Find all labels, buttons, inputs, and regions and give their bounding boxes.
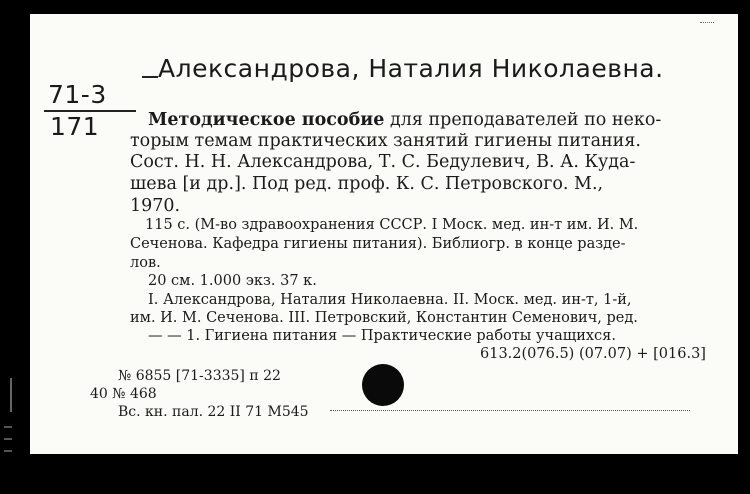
description-line-2: Сеченова. Кафедра гигиены питания). Библиогр. в конце разде-: [130, 236, 626, 252]
card-number-line: № 6855 [71-3335] п 22: [118, 368, 281, 384]
left-edge-tick-2: [4, 438, 12, 440]
title-line-3: Сост. Н. Н. Александрова, Т. С. Бедулевич, В. А. Куда-: [130, 152, 636, 172]
title-line-2: торым темам практических занятий гигиены питания.: [130, 131, 641, 151]
title-line-4: шева [и др.]. Под ред. проф. К. С. Петровского. М.,: [130, 174, 604, 194]
description-line-1: 115 с. (М-во здравоохранения СССР. I Моск. мед. ин-т им. И. М.: [145, 217, 639, 233]
classification-number: 613.2(076.5) (07.07) + [016.3]: [480, 346, 706, 362]
ink-stamp-mark: [362, 364, 404, 406]
description-line-3: лов.: [130, 255, 161, 271]
description-line-4: 20 см. 1.000 экз. 37 к.: [148, 273, 317, 289]
copies-line: 40 № 468: [90, 386, 157, 402]
title-bold-text: Методическое пособие: [148, 110, 385, 130]
handwritten-author-name: Александрова, Наталия Николаевна.: [158, 54, 664, 83]
book-chamber-line: Вс. кн. пал. 22 II 71 М545: [118, 404, 309, 420]
shelf-mark-bottom: 171: [50, 112, 100, 141]
left-edge-tick-1: [4, 426, 12, 428]
bottom-dotted-rule: [330, 410, 690, 412]
title-line-1: [148, 110, 661, 130]
name-dash: [142, 76, 158, 78]
entries-line-3: — — 1. Гигиена питания — Практические работы учащихся.: [148, 328, 616, 344]
left-edge-tick-3: [4, 450, 12, 452]
left-edge-mark: [10, 378, 12, 412]
title-line-5: 1970.: [130, 196, 181, 216]
title-line-1-rest: для преподавателей по неко-: [384, 110, 662, 130]
catalog-card: [30, 14, 738, 454]
entries-line-2: им. И. М. Сеченова. III. Петровский, Константин Семенович, ред.: [130, 310, 638, 326]
entries-line-1: I. Александрова, Наталия Николаевна. II. Моск. мед. ин-т, 1-й,: [148, 292, 632, 308]
shelf-mark-top: 71-3: [48, 80, 107, 109]
top-right-mark: [700, 22, 714, 24]
